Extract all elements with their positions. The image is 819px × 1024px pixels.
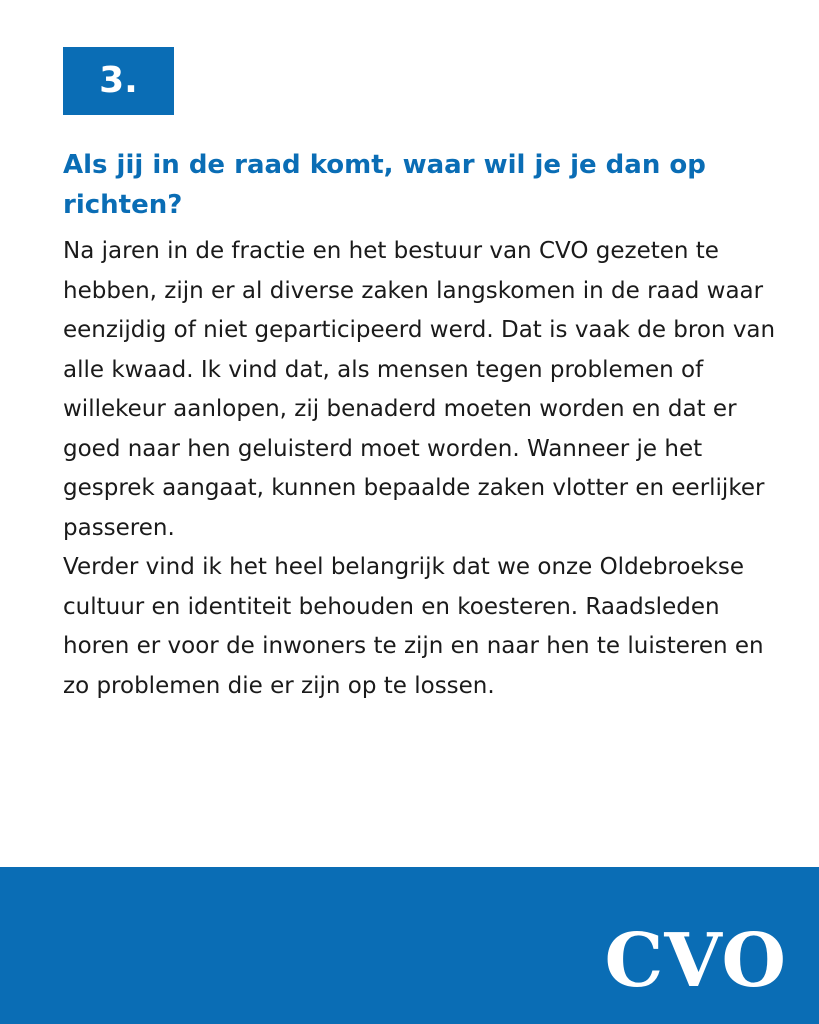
answer-text: [63, 232, 783, 706]
question-number-badge: 3.: [63, 47, 174, 115]
answer-paragraph-1: Na jaren in de fractie en het bestuur van CVO gezeten te hebben, zijn er al diverse zaken langskomen in de raad waar eenzijdig of niet geparticipeerd werd. Dat is vaak de bron van alle kwaad. Ik vind dat, als mensen tegen problemen of willekeur aanlopen, zij benaderd moeten worden en dat er goed naar hen geluisterd moet worden. Wanneer je het gesprek aangaat, kunnen bepaalde zaken vlotter en eerlijker passeren.: [63, 238, 776, 541]
answer-paragraph-2: Verder vind ik het heel belangrijk dat we onze Oldebroekse cultuur en identiteit behouden en koesteren. Raadsleden horen er voor de inwoners te zijn en naar hen te luisteren en zo problemen die er zijn op te lossen.: [63, 554, 764, 699]
question-heading: Als jij in de raad komt, waar wil je je dan op richten?: [63, 150, 706, 220]
cvo-logo: CVO: [604, 918, 787, 1004]
footer-bar: [0, 867, 819, 1024]
